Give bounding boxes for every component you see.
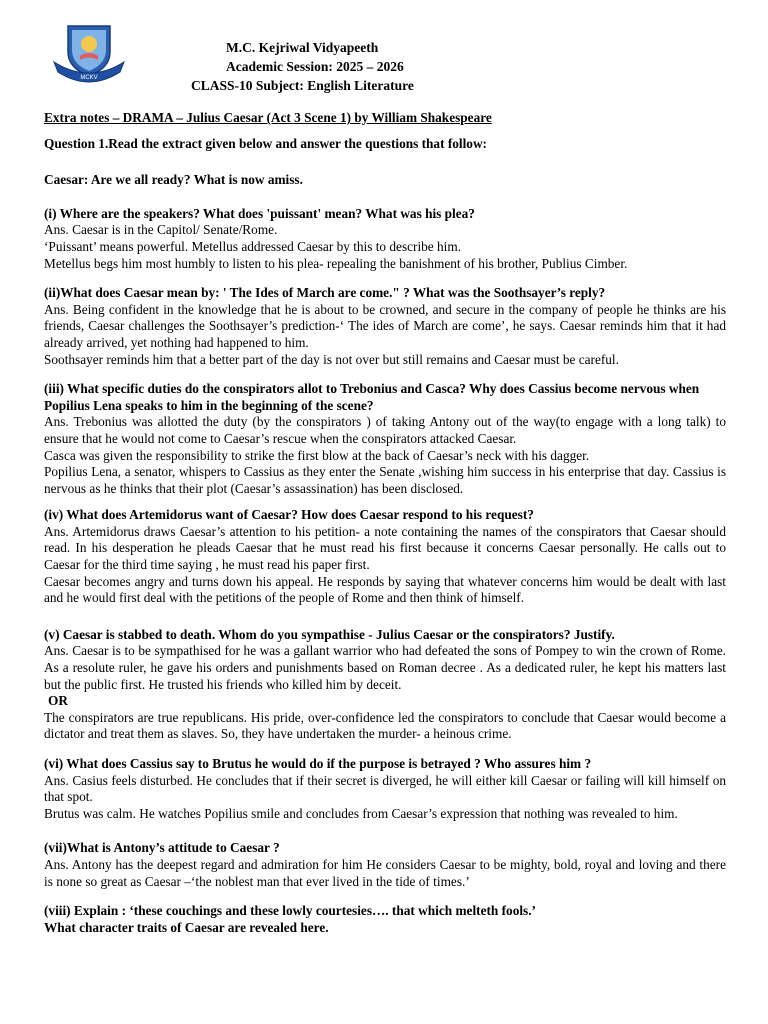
question-1: (i) Where are the speakers? What does 'puissant' mean? What was his plea? xyxy=(44,205,475,221)
answer-line: Brutus was calm. He watches Popilius smile and concludes from Caesar’s expression that nothing was revealed to him. xyxy=(44,805,678,821)
logo-text: MCKV xyxy=(80,75,98,81)
academic-session: Academic Session: 2025 – 2026 xyxy=(226,59,404,74)
answer-line: Caesar becomes angry and turns down his appeal. He responds by saying that whatever concerns him would be dealt with last and he would first deal with the petitions of the people of Rome and then think of himself. xyxy=(44,573,726,606)
question-8-part-2: What character traits of Caesar are revealed here. xyxy=(44,919,329,935)
question-7: (vii)What is Antony’s attitude to Caesar ? xyxy=(44,840,280,856)
answer-line: Ans. Caesar is in the Capitol/ Senate/Rome. xyxy=(44,222,278,238)
question-intro: Question 1.Read the extract given below and answer the questions that follow: xyxy=(44,135,487,151)
notes-title: Extra notes – DRAMA – Julius Caesar (Act 3 Scene 1) by William Shakespeare xyxy=(44,110,492,125)
extract-line: Caesar: Are we all ready? What is now amiss. xyxy=(44,172,303,188)
answer-line: Popilius Lena, a senator, whispers to Cassius as they enter the Senate ,wishing him success in his enterprise that day. Cassius is nervous as he thinks that their plot (Caesar’s assassination) has been disclosed. xyxy=(44,464,726,496)
answer-line: Ans. Artemidorus draws Caesar’s attention to his petition- a note containing the names of the conspirators that Caesar should read. In his desperation he pleads Caesar that he must read his first because it concerns Caesar personally. He calls out to Caesar for the third time saying , he must read his paper first. xyxy=(44,523,726,573)
document-body xyxy=(44,110,726,936)
or-separator: OR xyxy=(48,693,68,709)
question-3: (iii) What specific duties do the conspirators allot to Trebonius and Casca? Why does Cassius become nervous when Popilius Lena speaks to him in the beginning of the scene? xyxy=(44,381,700,413)
answer-line: Ans. Antony has the deepest regard and admiration for him He considers Caesar to be mighty, bold, royal and loving and there is none so great as Caesar –‘the noblest man that ever lived in the tide of times.’ xyxy=(44,856,726,889)
answer-line: Soothsayer reminds him that a better part of the day is not over but still remains and Caesar must be careful. xyxy=(44,351,619,367)
question-4: (iv) What does Artemidorus want of Caesar? How does Caesar respond to his request? xyxy=(44,507,534,523)
answer-line: Ans. Caesar is to be sympathised for he was a gallant warrior who had defeated the sons of Pompey to win the crown of Rome. As a resolute ruler, he gave his orders and punishments based on Roman decree . As a dedicated ruler, he kept his matters last but the public first. He trusted his friends who killed him by deceit. xyxy=(44,643,726,692)
question-5: (v) Caesar is stabbed to death. Whom do you sympathise - Julius Caesar or the conspirators? Justify. xyxy=(44,626,615,642)
answer-line: Ans. Trebonius was allotted the duty (by the conspirators ) of taking Antony out of the way(to engage with a long talk) to ensure that he would not come to Caesar’s rescue when the conspirators attacked Caesar. xyxy=(44,414,726,446)
school-name: M.C. Kejriwal Vidyapeeth xyxy=(226,40,379,55)
answer-line: Ans. Casius feels disturbed. He concludes that if their secret is diverged, he will either kill Caesar or failing will kill himself on that spot. xyxy=(44,772,726,805)
question-8: (viii) Explain : ‘these couchings and these lowly courtesies…. that which melteth fools.’ xyxy=(44,903,536,919)
question-2: (ii)What does Caesar mean by: ' The Ides of March are come." ? What was the Soothsayer’s reply? xyxy=(44,285,606,301)
answer-line: Casca was given the responsibility to strike the first blow at the back of Caesar’s neck with his dagger. xyxy=(44,447,590,463)
answer-line: Ans. Being confident in the knowledge that he is about to be crowned, and secure in the company of people he thinks are his friends, Caesar challenges the Soothsayer’s prediction-‘ The ides of March are come’, he says. Caesar reminds him that it had already arrived, yet nothing had happened to him. xyxy=(44,301,726,350)
class-subject: CLASS-10 Subject: English Literature xyxy=(191,78,414,93)
school-logo xyxy=(50,22,128,88)
question-6: (vi) What does Cassius say to Brutus he would do if the purpose is betrayed ? Who assures him ? xyxy=(44,756,592,771)
answer-line: Metellus begs him most humbly to listen to his plea- repealing the banishment of his brother, Publius Cimber. xyxy=(44,255,628,271)
answer-line: The conspirators are true republicans. His pride, over-confidence led the conspirators to conclude that Caesar would become a dictator and treat them as slaves. So, they have undertaken the murder- a heinous crime. xyxy=(44,709,726,742)
answer-line: ‘Puissant’ means powerful. Metellus addressed Caesar by this to describe him. xyxy=(44,238,462,254)
